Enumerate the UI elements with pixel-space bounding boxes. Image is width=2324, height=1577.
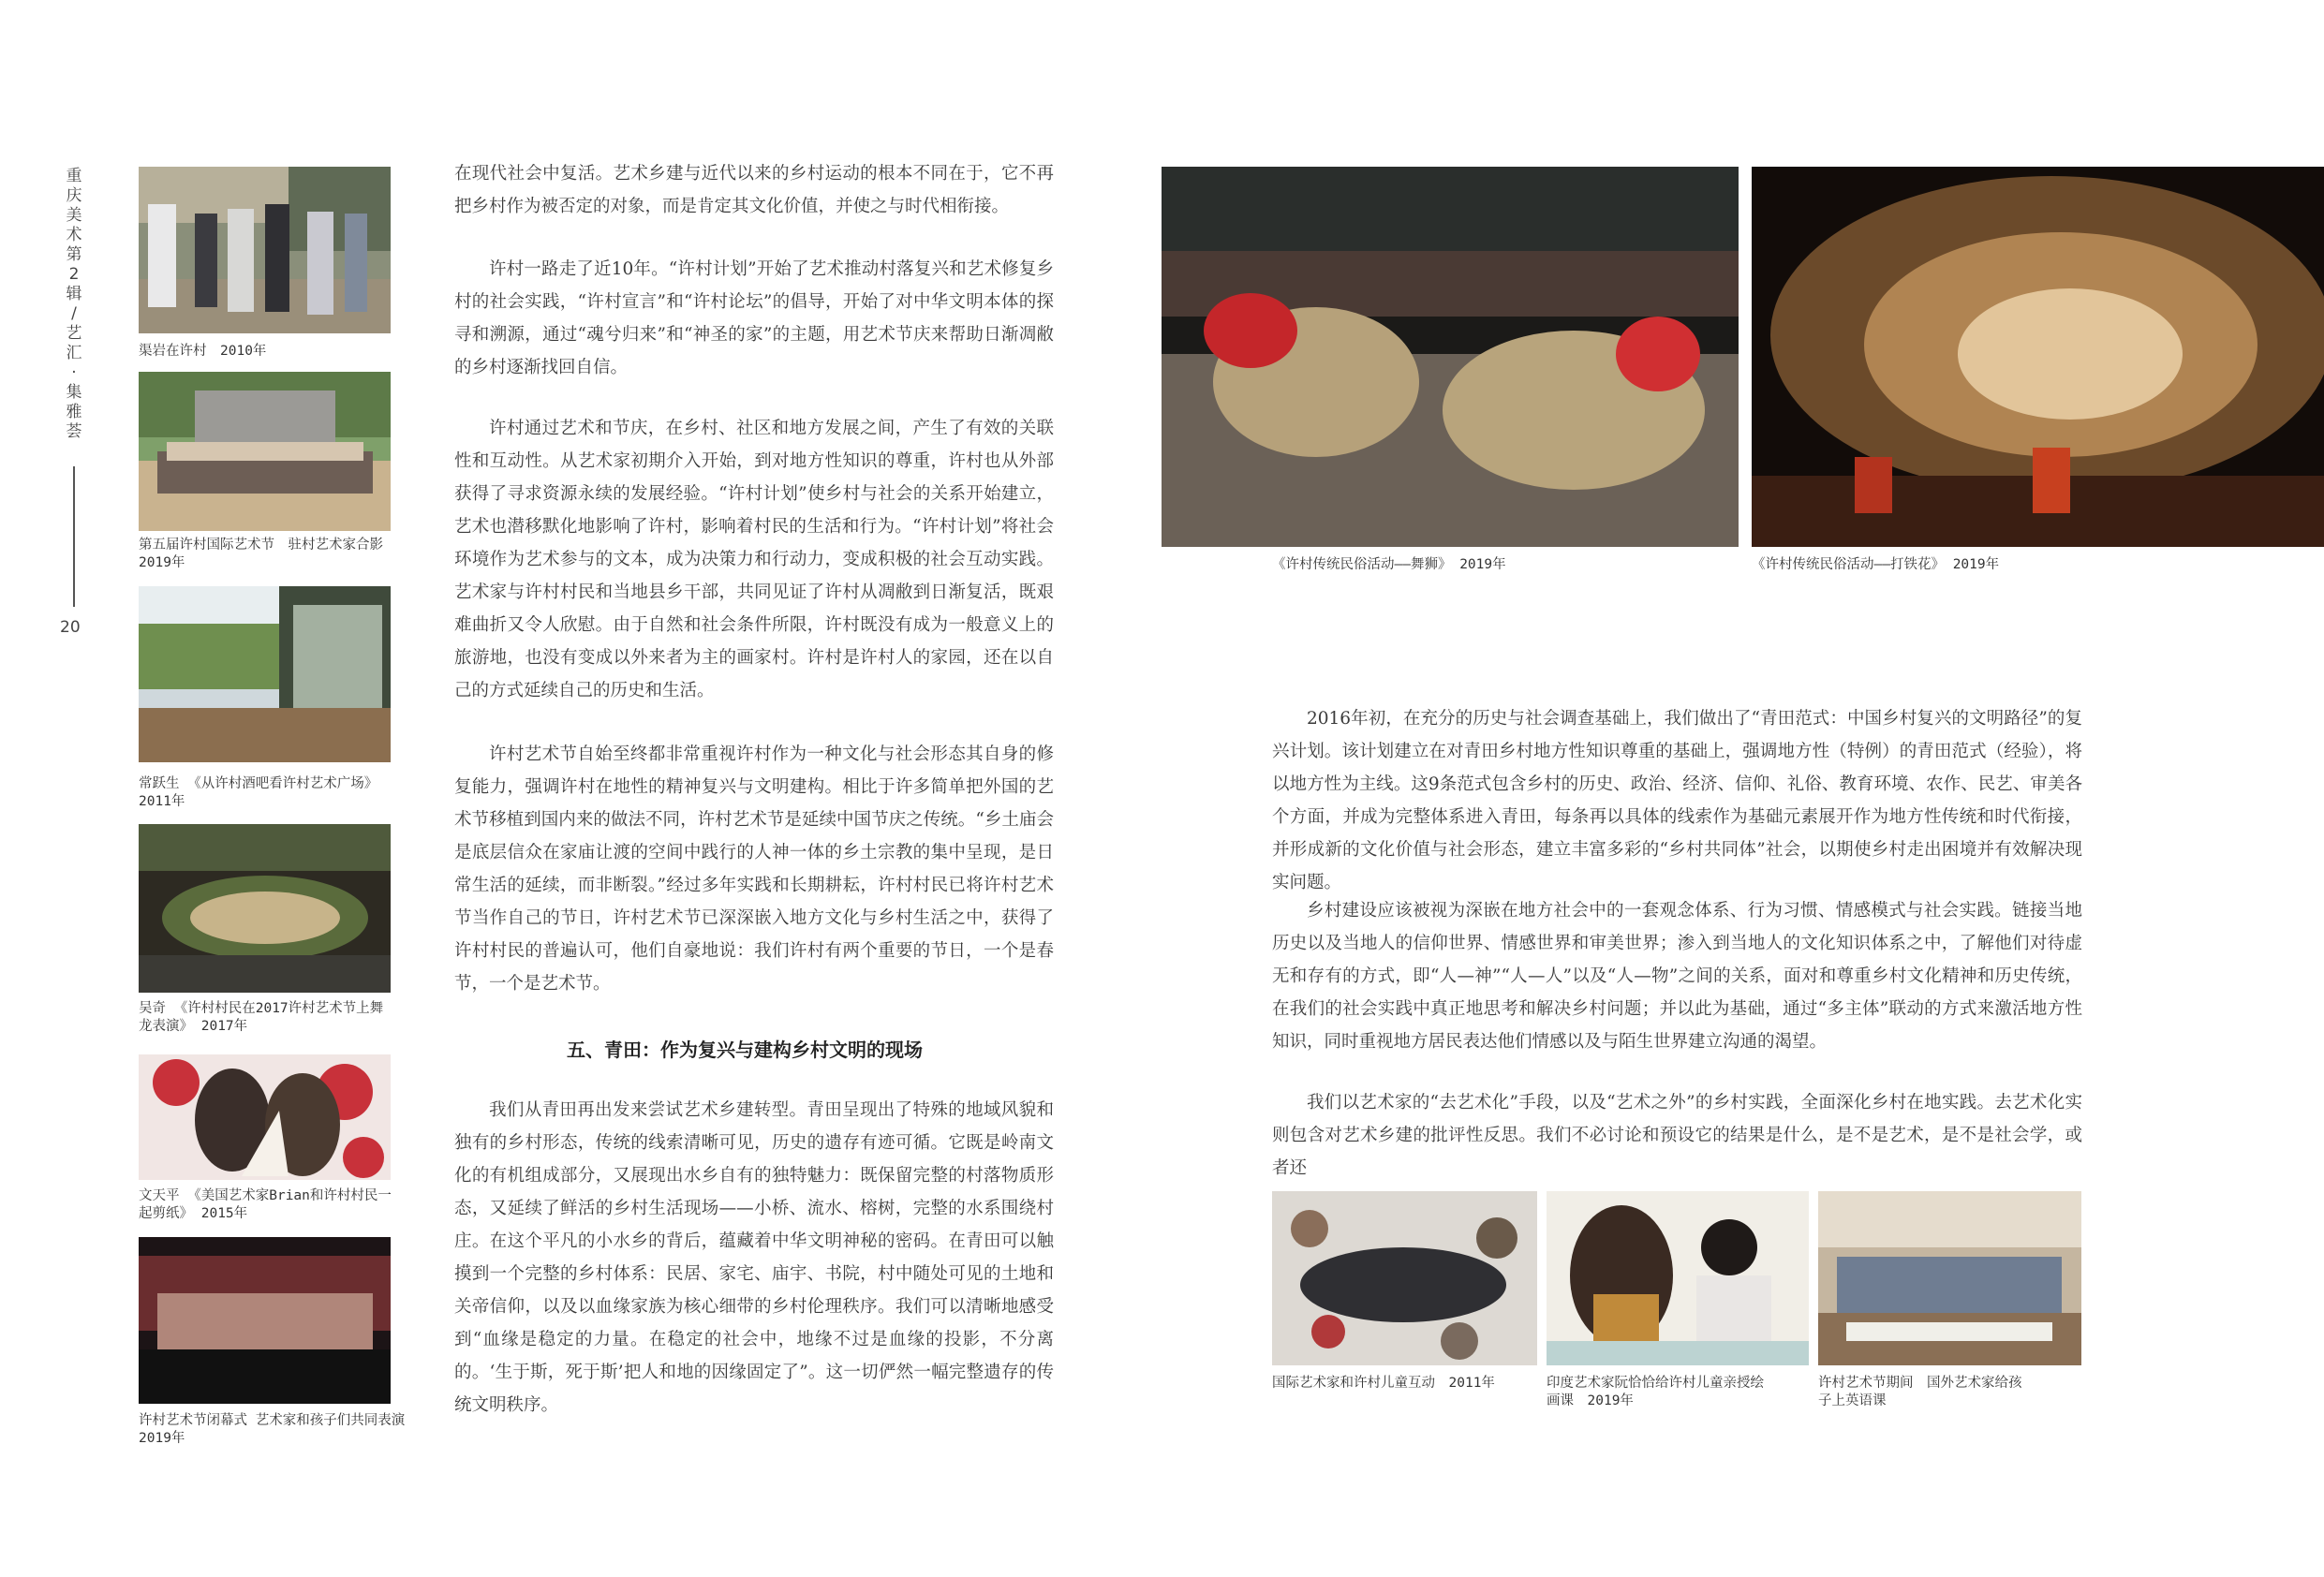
caption-artist-children: 国际艺术家和许村儿童互动 2011年 xyxy=(1272,1376,1495,1391)
photo-iron-flowers xyxy=(1752,167,2324,547)
paragraph-middle-1: 在现代社会中复活。艺术乡建与近代以来的乡村运动的根本不同在于，它不再把乡村作为被否定的对象，而是肯定其文化价值，并使之与时代相衔接。 xyxy=(454,164,1054,216)
photo-painting-lesson xyxy=(1547,1191,1809,1365)
photo-bar-view xyxy=(139,586,391,762)
photo-artist-children xyxy=(1272,1191,1537,1365)
caption-painting-lesson: 印度艺术家阮恰恰给许村儿童亲授绘 画课 2019年 xyxy=(1547,1376,1764,1408)
caption-photo-1: 渠岩在许村 2010年 xyxy=(139,344,267,359)
running-header-char: · xyxy=(71,363,77,382)
running-header xyxy=(62,167,86,442)
paragraph-middle-3: 许村通过艺术和节庆，在乡村、社区和地方发展之间，产生了有效的关联性和互动性。从艺术家初期介入开始，到对地方性知识的尊重，许村也从外部获得了寻求资源永续的发展经验。“许村计划”使乡村与社会的关系开始建立，艺术也潜移默化地影响了许村，影响着村民的生活和行为。“许村计划”将社会环境作为艺术参与的文本，成为决策力和行动力，变成积极的社会互动实践。艺术家与许村村民和当地县乡干部，共同见证了许村从凋敝到日渐复活，既艰难曲折又令人欣慰。由于自然和社会条件所限，许村既没有成为一般意义上的旅游地，也没有变成以外来者为主的画家村。许村是许村人的家园，还在以自己的方式延续自己的历史和生活。 xyxy=(454,419,1054,700)
caption-photo-2: 第五届许村国际艺术节 驻村艺术家合影 2019年 xyxy=(139,538,383,570)
paragraph-middle-5: 我们从青田再出发来尝试艺术乡建转型。青田呈现出了特殊的地域风貌和独有的乡村形态，传统的线索清晰可见，历史的遗存有迹可循。它既是岭南文化的有机组成部分，又展现出水乡自有的独特魅力：既保留完整的村落物质形态，又延续了鲜活的乡村生活现场——小桥、流水、榕树，完整的水系围绕村庄。在这个平凡的小水乡的背后，蕴藏着中华文明神秘的密码。在青田可以触摸到一个完整的乡村体系：民居、家宅、庙宇、书院，村中随处可见的土地和关帝信仰，以及以血缘家族为核心细带的乡村伦理秩序。我们可以清晰地感受到“血缘是稳定的力量。在稳定的社会中，地缘不过是血缘的投影，不分离的。‘生于斯，死于斯’把人和地的因缘固定了”。这一切俨然一幅完整遗存的传统文明秩序。 xyxy=(454,1100,1054,1415)
photo-quyan-in-xucun xyxy=(139,167,391,333)
paragraph-right-1: 2016年初，在充分的历史与社会调查基础上，我们做出了“青田范式：中国乡村复兴的文明路径”的复兴计划。该计划建立在对青田乡村地方性知识尊重的基础上，强调地方性（特例）的青田范式（经验），将以地方性为主线。这9条范式包含乡村的历史、政治、经济、信仰、礼俗、教育环境、农作、民艺、审美各个方面，并成为完整体系进入青田，每条再以具体的线索作为基础元素展开作为地方性传统和时代衔接，并形成新的文化价值与社会形态，建立丰富多彩的“乡村共同体”社会，以期使乡村走出困境并有效解决现实问题。 xyxy=(1272,709,2082,892)
running-header-char: 重 xyxy=(66,167,82,185)
caption-photo-4: 吴奇 《许村村民在2017许村艺术节上舞 龙表演》 2017年 xyxy=(139,1001,384,1034)
photo-dragon-dance xyxy=(139,824,391,993)
running-header-char: 艺 xyxy=(66,324,82,343)
running-header-char: 庆 xyxy=(66,186,82,205)
paragraph-middle-2: 许村一路走了近10年。“许村计划”开始了艺术推动村落复兴和艺术修复乡村的社会实践，“许村宣言”和“许村论坛”的倡导，开始了对中华文明本体的探寻和溯源，通过“魂兮归来”和“神圣的家”的主题，用艺术节庆来帮助日渐凋敝的乡村逐渐找回自信。 xyxy=(454,259,1054,377)
photo-english-class xyxy=(1818,1191,2081,1365)
running-header-char: 荟 xyxy=(66,422,82,441)
running-header-char: 辑 xyxy=(66,285,82,303)
running-header-char: 集 xyxy=(66,383,82,402)
running-header-char: / xyxy=(71,304,77,323)
caption-photo-6: 许村艺术节闭幕式 艺术家和孩子们共同表演 2019年 xyxy=(139,1413,406,1446)
running-header-char: 雅 xyxy=(66,403,82,421)
caption-english-class: 许村艺术节期间 国外艺术家给孩 子上英语课 xyxy=(1818,1376,2022,1408)
paragraph-right-3: 我们以艺术家的“去艺术化”手段，以及“艺术之外”的乡村实践，全面深化乡村在地实践。去艺术化实则包含对艺术乡建的批评性反思。我们不必讨论和预设它的结果是什么，是不是艺术，是不是社会学，或者还 xyxy=(1272,1093,2082,1178)
running-header-char: 第 xyxy=(66,245,82,264)
photo-artists-group xyxy=(139,372,391,531)
caption-iron-flowers: 《许村传统民俗活动——打铁花》 2019年 xyxy=(1752,557,2000,572)
running-header-char: 2 xyxy=(68,265,80,284)
header-divider xyxy=(73,466,75,607)
photo-closing-ceremony xyxy=(139,1237,391,1404)
running-header-char: 术 xyxy=(66,226,82,244)
paragraph-middle-4: 许村艺术节自始至终都非常重视许村作为一种文化与社会形态其自身的修复能力，强调许村在地性的精神复兴与文明建构。相比于许多简单把外国的艺术节移植到国内来的做法不同，许村艺术节是延续中国节庆之传统。“乡土庙会是底层信众在家庙让渡的空间中践行的人神一体的乡土宗教的集中呈现，是日常生活的延续，而非断裂。”经过多年实践和长期耕耘，许村村民已将许村艺术节当作自己的节日，许村艺术节已深深嵌入地方文化与乡村生活之中，获得了许村村民的普遍认可，他们自豪地说：我们许村有两个重要的节日，一个是春节，一个是艺术节。 xyxy=(454,744,1054,994)
photo-lion-dance xyxy=(1162,167,1739,547)
section-heading: 五、青田：作为复兴与建构乡村文明的现场 xyxy=(567,1039,923,1061)
caption-photo-5: 文天平 《美国艺术家Brian和许村村民一 起剪纸》 2015年 xyxy=(139,1188,392,1221)
photo-paper-cutting xyxy=(139,1054,391,1180)
caption-lion-dance: 《许村传统民俗活动——舞狮》 2019年 xyxy=(1272,557,1506,572)
paragraph-right-2: 乡村建设应该被视为深嵌在地方社会中的一套观念体系、行为习惯、情感模式与社会实践。链接当地历史以及当地人的信仰世界、情感世界和审美世界；渗入到当地人的文化知识体系之中，了解他们对待虚无和存有的方式，即“人—神”“人—人”以及“人—物”之间的关系，面对和尊重乡村文化精神和历史传统，在我们的社会实践中真正地思考和解决乡村问题；并以此为基础，通过“多主体”联动的方式来激活地方性知识，同时重视地方居民表达他们情感以及与陌生世界建立沟通的渴望。 xyxy=(1272,901,2082,1052)
running-header-char: 汇 xyxy=(66,344,82,362)
caption-photo-3: 常跃生 《从许村酒吧看许村艺术广场》 2011年 xyxy=(139,776,378,809)
page-number: 20 xyxy=(60,618,81,637)
running-header-char: 美 xyxy=(66,206,82,225)
